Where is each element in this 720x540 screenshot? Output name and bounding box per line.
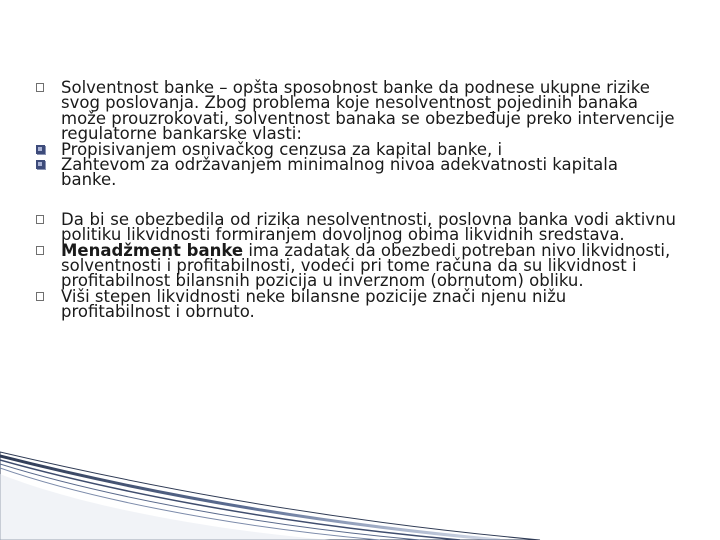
item-text: Zahtevom za održavanjem minimalnog nivoa adekvatnosti kapitala banke. (61, 155, 618, 190)
item-text: Viši stepen likvidnosti neke bilansne pozicije znači njenu nižu profitabilnost i obrnuto. (61, 286, 567, 322)
decorative-ribbon (0, 450, 720, 540)
box-icon (36, 215, 44, 224)
box-icon (36, 292, 44, 301)
bullet-list (36, 80, 676, 320)
q-square-icon (36, 145, 45, 154)
item-text: ima zadatak da obezbedi potreban nivo likvidnosti, solventnosti i profitabilnosti, vodeći pri tome računa da su likvidnost i profitabilnost bilansnih pozicija u inverznom (obrnutom) obliku. (61, 240, 671, 291)
list-item (36, 157, 676, 188)
list-item (36, 209, 676, 245)
box-icon (36, 246, 44, 255)
box-icon (36, 83, 44, 92)
item-text: Solventnost banke – opšta sposobnost banke da podnese ukupne rizike svog poslovanja. Zbog problema koje nesolventnost pojedinih banaka može prouzrokovati, solventnost banaka se obezbeđuje preko intervencije regulatorne bankarske vlasti: (61, 78, 675, 144)
list-item (36, 240, 676, 291)
q-square-icon (36, 160, 45, 169)
item-bold-lead: Menadžment banke (61, 240, 244, 260)
list-item (36, 286, 676, 322)
item-text: Propisivanjem osnivačkog cenzusa za kapital banke, i (61, 139, 503, 159)
list-item (36, 80, 676, 142)
item-text: Da bi se obezbedila od rizika nesolventnosti, poslovna banka vodi aktivnu politiku likvidnosti formiranjem dovoljnog obima likvidnih sredstava. (61, 209, 676, 245)
